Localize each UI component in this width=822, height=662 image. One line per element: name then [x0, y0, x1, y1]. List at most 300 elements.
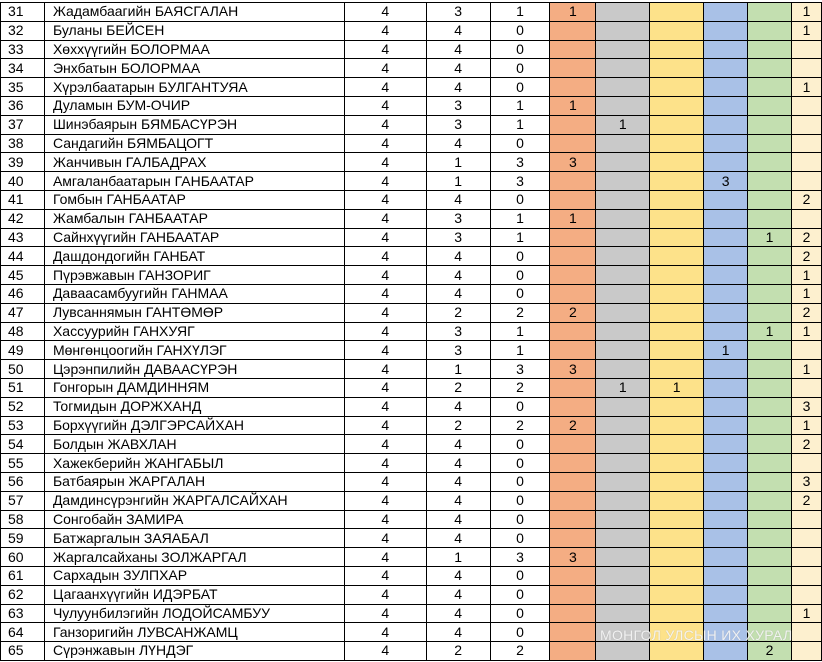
category-3-cell [650, 491, 704, 510]
category-3-cell [650, 416, 704, 435]
category-5-cell [748, 491, 792, 510]
total-votes-cell: 4 [344, 435, 426, 454]
total-votes-cell: 4 [344, 585, 426, 604]
table-row [1, 21, 822, 40]
category-2-cell [596, 416, 650, 435]
row-number: 65 [1, 642, 45, 661]
member-name: Сүрэнжавын ЛҮНДЭГ [44, 642, 344, 661]
category-4-cell [704, 585, 748, 604]
member-name: Жамбалын ГАНБААТАР [44, 209, 344, 228]
category-5-cell: 1 [748, 322, 792, 341]
votes-b-cell: 4 [426, 190, 490, 209]
votes-c-cell: 3 [490, 153, 550, 172]
category-1-cell [550, 642, 596, 661]
category-2-cell [596, 228, 650, 247]
category-2-cell [596, 209, 650, 228]
category-1-cell: 1 [550, 209, 596, 228]
category-4-cell [704, 360, 748, 379]
category-4-cell [704, 247, 748, 266]
category-3-cell [650, 510, 704, 529]
category-1-cell [550, 172, 596, 191]
member-name: Пүрэвжавын ГАНЗОРИГ [44, 266, 344, 285]
total-votes-cell: 4 [344, 153, 426, 172]
member-name: Сайнхүүгийн ГАНБААТАР [44, 228, 344, 247]
category-4-cell [704, 40, 748, 59]
votes-c-cell: 3 [490, 360, 550, 379]
category-3-cell: 1 [650, 378, 704, 397]
table-row [1, 303, 822, 322]
row-number: 42 [1, 209, 45, 228]
votes-b-cell: 4 [426, 566, 490, 585]
member-name: Шинэбаярын БЯМБАСҮРЭН [44, 115, 344, 134]
votes-b-cell: 1 [426, 153, 490, 172]
row-number: 40 [1, 172, 45, 191]
table-row [1, 134, 822, 153]
category-6-cell: 1 [791, 284, 821, 303]
category-6-cell: 2 [791, 303, 821, 322]
member-name: Цагаанхүүгийн ИДЭРБАТ [44, 585, 344, 604]
total-votes-cell: 4 [344, 604, 426, 623]
category-1-cell [550, 115, 596, 134]
category-6-cell [791, 40, 821, 59]
category-1-cell: 3 [550, 548, 596, 567]
table-row [1, 378, 822, 397]
votes-c-cell: 0 [490, 247, 550, 266]
table-row [1, 548, 822, 567]
table-row [1, 247, 822, 266]
category-1-cell [550, 40, 596, 59]
category-3-cell [650, 397, 704, 416]
votes-c-cell: 0 [490, 40, 550, 59]
category-1-cell: 3 [550, 153, 596, 172]
category-1-cell [550, 284, 596, 303]
category-2-cell: 1 [596, 115, 650, 134]
total-votes-cell: 4 [344, 134, 426, 153]
category-5-cell [748, 416, 792, 435]
category-1-cell [550, 585, 596, 604]
category-1-cell [550, 266, 596, 285]
votes-b-cell: 3 [426, 3, 490, 22]
row-number: 46 [1, 284, 45, 303]
total-votes-cell: 4 [344, 115, 426, 134]
table-row [1, 190, 822, 209]
row-number: 64 [1, 623, 45, 642]
total-votes-cell: 4 [344, 21, 426, 40]
votes-c-cell: 0 [490, 472, 550, 491]
category-6-cell: 1 [791, 78, 821, 97]
category-5-cell [748, 529, 792, 548]
member-name: Сонгобайн ЗАМИРА [44, 510, 344, 529]
category-2-cell [596, 435, 650, 454]
category-2-cell [596, 397, 650, 416]
votes-b-cell: 3 [426, 341, 490, 360]
category-4-cell: 1 [704, 341, 748, 360]
votes-c-cell: 1 [490, 96, 550, 115]
row-number: 58 [1, 510, 45, 529]
table-row [1, 510, 822, 529]
category-5-cell [748, 190, 792, 209]
table-row [1, 341, 822, 360]
total-votes-cell: 4 [344, 548, 426, 567]
total-votes-cell: 4 [344, 416, 426, 435]
category-5-cell: 2 [748, 642, 792, 661]
votes-c-cell: 2 [490, 378, 550, 397]
member-name: Хөххүүгийн БОЛОРМАА [44, 40, 344, 59]
category-6-cell [791, 529, 821, 548]
row-number: 50 [1, 360, 45, 379]
category-3-cell [650, 529, 704, 548]
votes-b-cell: 1 [426, 172, 490, 191]
votes-b-cell: 2 [426, 378, 490, 397]
category-6-cell [791, 153, 821, 172]
total-votes-cell: 4 [344, 228, 426, 247]
member-name: Амгаланбаатарын ГАНБААТАР [44, 172, 344, 191]
category-4-cell [704, 604, 748, 623]
category-4-cell [704, 510, 748, 529]
category-5-cell [748, 303, 792, 322]
member-name: Ганзоригийн ЛУВСАНЖАМЦ [44, 623, 344, 642]
table-row [1, 96, 822, 115]
row-number: 63 [1, 604, 45, 623]
category-6-cell: 2 [791, 435, 821, 454]
table-row [1, 416, 822, 435]
votes-b-cell: 1 [426, 360, 490, 379]
category-4-cell [704, 266, 748, 285]
category-6-cell: 1 [791, 3, 821, 22]
table-row [1, 153, 822, 172]
total-votes-cell: 4 [344, 40, 426, 59]
category-2-cell [596, 190, 650, 209]
category-3-cell [650, 134, 704, 153]
category-3-cell [650, 548, 704, 567]
category-2-cell [596, 40, 650, 59]
member-name: Цэрэнпилийн ДАВААСҮРЭН [44, 360, 344, 379]
category-6-cell: 1 [791, 266, 821, 285]
category-4-cell [704, 96, 748, 115]
category-3-cell [650, 21, 704, 40]
category-2-cell [596, 96, 650, 115]
category-5-cell [748, 510, 792, 529]
category-1-cell: 2 [550, 416, 596, 435]
votes-c-cell: 0 [490, 623, 550, 642]
category-5-cell [748, 360, 792, 379]
category-3-cell [650, 228, 704, 247]
votes-b-cell: 4 [426, 247, 490, 266]
category-2-cell [596, 153, 650, 172]
table-row [1, 472, 822, 491]
votes-b-cell: 4 [426, 491, 490, 510]
votes-c-cell: 0 [490, 566, 550, 585]
category-5-cell [748, 472, 792, 491]
category-3-cell [650, 341, 704, 360]
votes-b-cell: 4 [426, 40, 490, 59]
member-name: Тогмидын ДОРЖХАНД [44, 397, 344, 416]
row-number: 37 [1, 115, 45, 134]
votes-b-cell: 4 [426, 529, 490, 548]
category-6-cell: 3 [791, 472, 821, 491]
category-2-cell [596, 21, 650, 40]
category-6-cell [791, 209, 821, 228]
category-6-cell: 2 [791, 491, 821, 510]
category-3-cell [650, 3, 704, 22]
category-4-cell [704, 472, 748, 491]
category-5-cell [748, 247, 792, 266]
votes-c-cell: 1 [490, 209, 550, 228]
category-4-cell [704, 153, 748, 172]
category-6-cell: 1 [791, 360, 821, 379]
votes-c-cell: 0 [490, 78, 550, 97]
category-6-cell [791, 510, 821, 529]
member-name: Батбаярын ЖАРГАЛАН [44, 472, 344, 491]
category-6-cell: 1 [791, 416, 821, 435]
total-votes-cell: 4 [344, 96, 426, 115]
category-2-cell [596, 322, 650, 341]
votes-b-cell: 2 [426, 642, 490, 661]
category-3-cell [650, 604, 704, 623]
category-2-cell [596, 510, 650, 529]
category-5-cell [748, 3, 792, 22]
votes-c-cell: 0 [490, 491, 550, 510]
category-4-cell [704, 78, 748, 97]
category-2-cell [596, 3, 650, 22]
votes-c-cell: 1 [490, 228, 550, 247]
category-5-cell [748, 341, 792, 360]
category-4-cell [704, 642, 748, 661]
votes-b-cell: 4 [426, 435, 490, 454]
category-4-cell [704, 322, 748, 341]
votes-b-cell: 2 [426, 303, 490, 322]
votes-b-cell: 4 [426, 78, 490, 97]
row-number: 33 [1, 40, 45, 59]
vote-table [0, 2, 822, 661]
category-2-cell [596, 341, 650, 360]
total-votes-cell: 4 [344, 284, 426, 303]
row-number: 56 [1, 472, 45, 491]
votes-c-cell: 0 [490, 529, 550, 548]
row-number: 59 [1, 529, 45, 548]
total-votes-cell: 4 [344, 360, 426, 379]
votes-c-cell: 2 [490, 303, 550, 322]
category-4-cell [704, 115, 748, 134]
table-row [1, 566, 822, 585]
category-2-cell [596, 604, 650, 623]
category-4-cell [704, 454, 748, 473]
total-votes-cell: 4 [344, 322, 426, 341]
votes-c-cell: 0 [490, 21, 550, 40]
total-votes-cell: 4 [344, 3, 426, 22]
category-4-cell [704, 529, 748, 548]
category-6-cell: 3 [791, 397, 821, 416]
watermark: МОНГОЛ УЛСЫН ИХ ХУРАЛ [600, 627, 793, 643]
votes-b-cell: 3 [426, 228, 490, 247]
votes-b-cell: 4 [426, 397, 490, 416]
total-votes-cell: 4 [344, 566, 426, 585]
row-number: 45 [1, 266, 45, 285]
category-2-cell [596, 585, 650, 604]
row-number: 48 [1, 322, 45, 341]
category-3-cell [650, 96, 704, 115]
table-row [1, 228, 822, 247]
total-votes-cell: 4 [344, 172, 426, 191]
member-name: Энхбатын БОЛОРМАА [44, 59, 344, 78]
votes-b-cell: 4 [426, 266, 490, 285]
category-2-cell [596, 454, 650, 473]
votes-c-cell: 0 [490, 454, 550, 473]
total-votes-cell: 4 [344, 510, 426, 529]
category-6-cell [791, 115, 821, 134]
votes-c-cell: 3 [490, 172, 550, 191]
member-name: Борхүүгийн ДЭЛГЭРСАЙХАН [44, 416, 344, 435]
category-4-cell [704, 397, 748, 416]
category-4-cell [704, 284, 748, 303]
category-2-cell [596, 266, 650, 285]
category-6-cell [791, 566, 821, 585]
category-5-cell [748, 40, 792, 59]
row-number: 60 [1, 548, 45, 567]
category-1-cell: 2 [550, 303, 596, 322]
votes-b-cell: 3 [426, 322, 490, 341]
category-3-cell [650, 153, 704, 172]
table-body [1, 3, 822, 661]
table-row [1, 397, 822, 416]
member-name: Буланы БЕЙСЕН [44, 21, 344, 40]
row-number: 47 [1, 303, 45, 322]
votes-b-cell: 4 [426, 623, 490, 642]
category-6-cell [791, 172, 821, 191]
category-3-cell [650, 247, 704, 266]
votes-b-cell: 4 [426, 21, 490, 40]
total-votes-cell: 4 [344, 209, 426, 228]
category-1-cell [550, 228, 596, 247]
votes-b-cell: 1 [426, 548, 490, 567]
category-1-cell [550, 435, 596, 454]
category-4-cell [704, 378, 748, 397]
votes-c-cell: 1 [490, 341, 550, 360]
category-4-cell [704, 134, 748, 153]
category-5-cell [748, 435, 792, 454]
category-2-cell [596, 529, 650, 548]
category-1-cell [550, 21, 596, 40]
category-3-cell [650, 59, 704, 78]
category-5-cell [748, 153, 792, 172]
table-row [1, 172, 822, 191]
category-2-cell [596, 134, 650, 153]
member-name: Жаргалсайханы ЗОЛЖАРГАЛ [44, 548, 344, 567]
category-6-cell [791, 585, 821, 604]
votes-b-cell: 4 [426, 510, 490, 529]
category-1-cell [550, 397, 596, 416]
table-row [1, 115, 822, 134]
category-4-cell [704, 228, 748, 247]
category-3-cell [650, 566, 704, 585]
category-1-cell [550, 341, 596, 360]
total-votes-cell: 4 [344, 266, 426, 285]
votes-c-cell: 0 [490, 59, 550, 78]
category-6-cell [791, 548, 821, 567]
total-votes-cell: 4 [344, 529, 426, 548]
category-6-cell: 2 [791, 228, 821, 247]
row-number: 34 [1, 59, 45, 78]
category-3-cell [650, 78, 704, 97]
category-6-cell [791, 378, 821, 397]
member-name: Жанчивын ГАЛБАДРАХ [44, 153, 344, 172]
total-votes-cell: 4 [344, 190, 426, 209]
votes-b-cell: 4 [426, 604, 490, 623]
votes-b-cell: 3 [426, 115, 490, 134]
category-2-cell [596, 284, 650, 303]
row-number: 51 [1, 378, 45, 397]
total-votes-cell: 4 [344, 378, 426, 397]
table-row [1, 435, 822, 454]
category-5-cell [748, 59, 792, 78]
table-row [1, 642, 822, 661]
row-number: 32 [1, 21, 45, 40]
category-1-cell [550, 190, 596, 209]
category-3-cell [650, 115, 704, 134]
category-3-cell [650, 360, 704, 379]
category-1-cell [550, 510, 596, 529]
votes-c-cell: 3 [490, 548, 550, 567]
votes-b-cell: 4 [426, 284, 490, 303]
category-5-cell [748, 548, 792, 567]
table-row [1, 266, 822, 285]
votes-c-cell: 1 [490, 322, 550, 341]
category-5-cell [748, 284, 792, 303]
category-2-cell [596, 247, 650, 266]
category-5-cell [748, 454, 792, 473]
category-2-cell [596, 360, 650, 379]
member-name: Даваасамбуугийн ГАНМАА [44, 284, 344, 303]
category-4-cell [704, 190, 748, 209]
category-4-cell [704, 491, 748, 510]
member-name: Батжаргалын ЗАЯАБАЛ [44, 529, 344, 548]
category-5-cell [748, 78, 792, 97]
member-name: Гомбын ГАНБААТАР [44, 190, 344, 209]
votes-b-cell: 4 [426, 472, 490, 491]
category-2-cell [596, 172, 650, 191]
category-3-cell [650, 303, 704, 322]
total-votes-cell: 4 [344, 59, 426, 78]
category-5-cell [748, 172, 792, 191]
row-number: 49 [1, 341, 45, 360]
category-5-cell [748, 585, 792, 604]
category-6-cell [791, 454, 821, 473]
category-3-cell [650, 284, 704, 303]
category-1-cell [550, 322, 596, 341]
category-6-cell: 1 [791, 604, 821, 623]
category-2-cell: 1 [596, 378, 650, 397]
total-votes-cell: 4 [344, 303, 426, 322]
table-row [1, 604, 822, 623]
member-name: Дуламын БУМ-ОЧИР [44, 96, 344, 115]
member-name: Лувсаннямын ГАНТӨМӨР [44, 303, 344, 322]
votes-c-cell: 0 [490, 134, 550, 153]
member-name: Сархадын ЗУЛПХАР [44, 566, 344, 585]
category-5-cell [748, 266, 792, 285]
category-4-cell [704, 435, 748, 454]
votes-c-cell: 0 [490, 435, 550, 454]
votes-b-cell: 3 [426, 96, 490, 115]
table-row [1, 529, 822, 548]
category-1-cell [550, 529, 596, 548]
category-3-cell [650, 454, 704, 473]
category-1-cell [550, 247, 596, 266]
total-votes-cell: 4 [344, 491, 426, 510]
category-1-cell [550, 491, 596, 510]
member-name: Хажекберийн ЖАНГАБЫЛ [44, 454, 344, 473]
category-1-cell [550, 604, 596, 623]
votes-b-cell: 3 [426, 209, 490, 228]
